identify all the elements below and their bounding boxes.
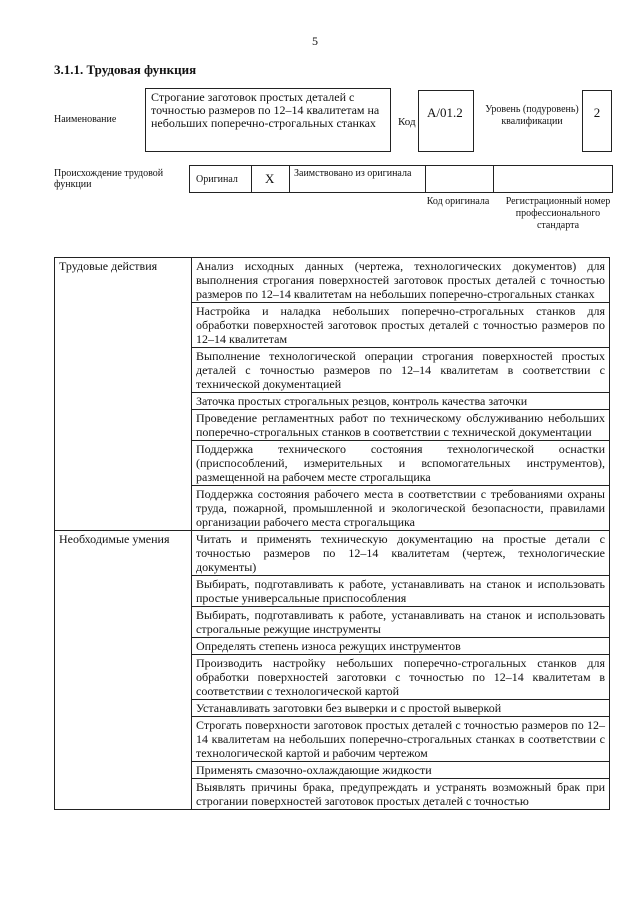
origin-reg-label: Регистрационный номер профессионального стандарта — [505, 196, 611, 231]
labor-action-item: Настройка и наладка небольших поперечно-строгальных станков для обработки поверхностей заготовок простых деталей с точностью размеров по 12–14 квалитетам — [192, 303, 610, 348]
origin-table — [189, 165, 613, 193]
skill-item: Выбирать, подготавливать к работе, устанавливать на станок и использовать строгальные режущие инструменты — [192, 607, 610, 638]
labor-action-label: Трудовые действия — [55, 258, 192, 531]
origin-borrowed-label: Заимствовано из оригинала — [294, 168, 412, 179]
level-label: Уровень (подуровень) квалификации — [485, 104, 579, 127]
page-number: 5 — [312, 34, 318, 48]
labor-action-item: Выполнение технологической операции строгания поверхностей простых деталей с точностью размеров по 12–14 квалитетам в соответствии с технической документацией — [192, 348, 610, 393]
skill-item: Применять смазочно-охлаждающие жидкости — [192, 762, 610, 779]
function-table — [54, 257, 610, 810]
skill-row — [55, 531, 610, 576]
skill-item: Устанавливать заготовки без выверки и с простой выверкой — [192, 700, 610, 717]
skill-item: Читать и применять техническую документацию на простые детали с точностью размеров по 12–14 квалитетам (чертеж, технологические документы) — [192, 531, 610, 576]
code-value: А/01.2 — [418, 90, 474, 152]
level-value: 2 — [582, 90, 612, 152]
skill-item: Производить настройку небольших поперечно-строгальных станков для обработки поверхностей заготовки с точностью по 12–14 квалитетам в соответствии с технологической картой — [192, 655, 610, 700]
origin-original-label: Оригинал — [196, 174, 238, 185]
skill-item: Выявлять причины брака, предупреждать и устранять возможный брак при строгании поверхностей заготовок простых деталей с точностью — [192, 779, 610, 810]
labor-action-item: Проведение регламентных работ по техническому обслуживанию небольших поперечно-строгальных станков в соответствии с технической документации — [192, 410, 610, 441]
code-label: Код — [398, 116, 416, 128]
labor-action-item: Поддержка технического состояния технологической оснастки (приспособлений, измерительных и вспомогательных инструментов), размещенной на рабочем месте строгальщика — [192, 441, 610, 486]
name-label: Наименование — [54, 114, 117, 125]
skill-item: Выбирать, подготавливать к работе, устанавливать на станок и использовать простые универсальные приспособления — [192, 576, 610, 607]
origin-code-label: Код оригинала — [426, 196, 490, 207]
origin-mark: X — [265, 171, 275, 186]
labor-action-row — [55, 258, 610, 303]
skill-item: Строгать поверхности заготовок простых деталей с точностью размеров по 12–14 квалитетам на небольших поперечно-строгальных станках в соответствии с технологической картой и рабочим чертежом — [192, 717, 610, 762]
section-title: 3.1.1. Трудовая функция — [54, 62, 197, 77]
labor-action-item: Поддержка состояния рабочего места в соответствии с требованиями охраны труда, пожарной, промышленной и экологической безопасности, правилами организации рабочего места строгальщика — [192, 486, 610, 531]
function-name: Строгание заготовок простых деталей с точностью размеров по 12–14 квалитетам на небольших поперечно-строгальных станках — [145, 88, 391, 152]
origin-label: Происхождение трудовой функции — [54, 168, 164, 190]
skill-label: Необходимые умения — [55, 531, 192, 810]
skill-item: Определять степень износа режущих инструментов — [192, 638, 610, 655]
labor-action-item: Заточка простых строгальных резцов, контроль качества заточки — [192, 393, 610, 410]
labor-action-item: Анализ исходных данных (чертежа, технологических документов) для выполнения строгания поверхностей заготовок простых деталей с точностью размеров по 12–14 квалитетам на небольших поперечно-строгальных станках — [192, 258, 610, 303]
